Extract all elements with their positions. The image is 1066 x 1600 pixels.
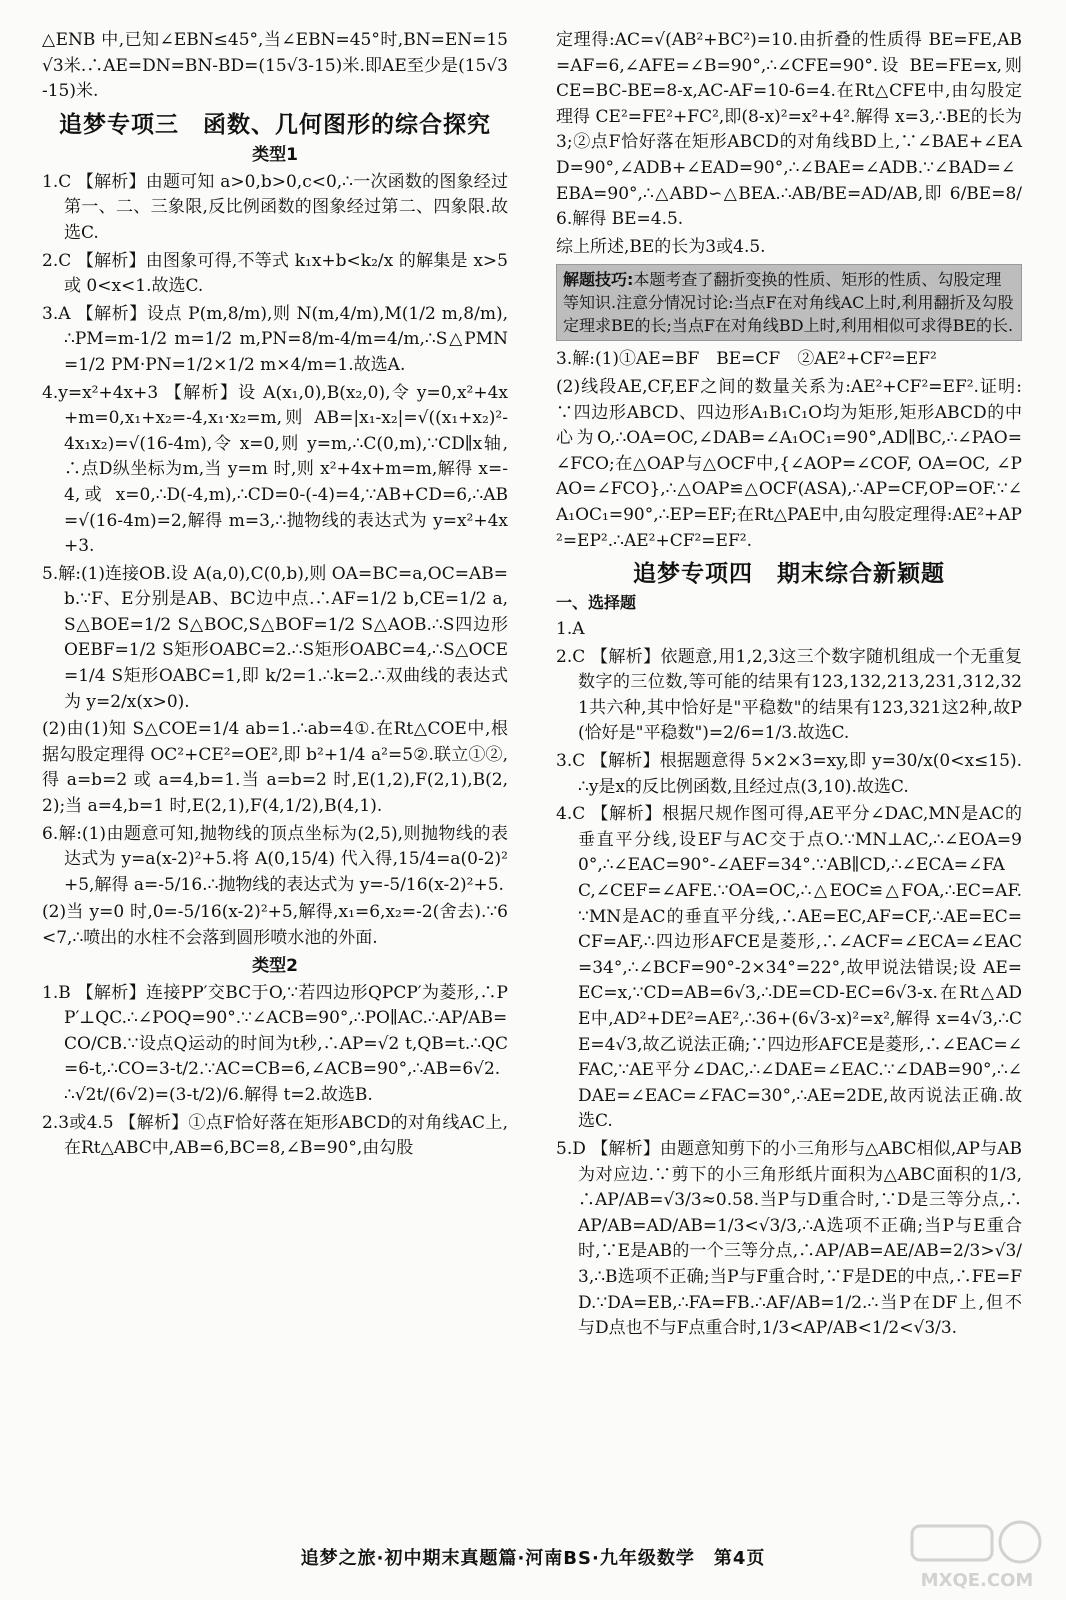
- answer-item: 1.A: [556, 619, 585, 640]
- answer-item: 3.解:(1)①AE=BF BE=CF ②AE²+CF²=EF²: [556, 349, 937, 370]
- answer-item: 3.C 【解析】根据题意得 5×2×3=xy,即 y=30/x(0<x≤15).∴y是x的反比例函数,且经过点(3,10).故选C.: [556, 751, 1022, 797]
- answer-item: 1.C 【解析】由题可知 a>0,b>0,c<0,∴一次函数的图象经过第一、二、三象限,反比例函数的图象经过第二、四象限.故选C.: [42, 171, 508, 243]
- tip-label: 解题技巧:: [563, 270, 634, 290]
- answer-item: (2)线段AE,CF,EF之间的数量关系为:AE²+CF²=EF².证明:∵四边形ABCD、四边形A₁B₁C₁O均为矩形,矩形ABCD的中心为O,∴OA=OC,∠DAB=∠A₁OC₁=90°,AD∥BC,∴∠PAO=∠FCO;在△OAP与△OCF中,{∠AOP=∠COF, OA=OC, ∠PAO=∠FCO},∴△OAP≌△OCF(ASA),∴AP=CF,OP=OF.∵∠A₁OC₁=90°,∴EP=EF;在Rt△PAE中,由勾股定理得:AE²+AP²=EP².∴AE²+CF²=EF².: [556, 376, 1022, 551]
- answer-item: 2.3或4.5 【解析】①点F恰好落在矩形ABCD的对角线AC上,在Rt△ABC中,AB=6,BC=8,∠B=90°,由勾股: [42, 1112, 508, 1159]
- type-two-title: 类型2: [252, 955, 298, 976]
- answer-item: 1.B 【解析】连接PP′交BC于O,∵若四边形QPCP′为菱形,∴PP′⊥QC.∴∠POQ=90°.∵∠ACB=90°,∴PO∥AC.∴AP/AB=CO/CB.∵设点Q运动的时间为t秒,∴AP=√2 t,QB=t.∴QC=6-t,∴CO=3-t/2.∵AC=CB=6,∠ACB=90°,∴AB=6√2.∴√2t/(6√2)=(3-t/2)/6.解得 t=2.故选B.: [42, 982, 508, 1105]
- section-three-title: 追梦专项三 函数、几何图形的综合探究: [59, 111, 491, 138]
- answer-item: (2)由(1)知 S△COE=1/4 ab=1.∴ab=4①.在Rt△COE中,根据勾股定理得 OC²+CE²=OE²,即 b²+1/4 a²=5②.联立①②,得 a=b=2 或 a=4,b=1.当 a=b=2 时,E(1,2),F(2,1),B(2,2);当 a=4,b=1 时,E(2,1),F(4,1/2),B(4,1).: [42, 719, 508, 817]
- choice-heading: 一、选择题: [556, 593, 637, 613]
- summary-line: 综上所述,BE的长为3或4.5.: [556, 236, 766, 257]
- answer-item: 5.D 【解析】由题意知剪下的小三角形与△ABC相似,AP与AB为对应边.∵剪下的小三角形纸片面积为△ABC面积的1/3,∴AP/AB=√3/3≈0.58.当P与D重合时,∵D是三等分点,∴AP/AB=AD/AB=1/3<√3/3,∴A选项不正确;当P与E重合时,∵E是AB的一个三等分点,∴AP/AB=AE/AB=2/3>√3/3,∴B选项不正确;当P与F重合时,∵F是DE的中点,∴FE=FD.∵DA=EB,∴FA=FB.∴AF/AB=1/2.∴当P在DF上,但不与D点也不与F点重合时,1/3<AP/AB<1/2<√3/3.: [556, 1138, 1022, 1339]
- solution-tip-box: [556, 264, 1022, 341]
- answer-item: 4.C 【解析】根据尺规作图可得,AE平分∠DAC,MN是AC的垂直平分线,设EF与AC交于点O.∵MN⊥AC,∴∠EOA=90°,∴∠EAC=90°-∠AEF=34°.∵AB∥CD,∴∠ECA=∠FAC,∠CEF=∠AFE.∵OA=OC,∴△EOC≌△FOA,∴EC=AF.∵MN是AC的垂直平分线,∴AE=EC,AF=CF,∴AE=EC=CF=AF,∴四边形AFCE是菱形,∴∠ACF=∠ECA=∠EAC=34°,∴∠BCF=90°-2×34°=22°,故甲说法错误;设 AE=EC=x,∵CD=AB=6√3,∴DE=CD-EC=6√3-x.在Rt△ADE中,AD²+DE²=AE²,∴36+(6√3-x)²=x²,解得 x=4√3,∴CE=4√3,故乙说法正确;∵四边形AFCE是菱形,∴∠EAC=∠FAC,∵AE平分∠DAC,∴∠DAE=∠EAC.∵∠DAB=90°,∴∠DAE=∠EAC=∠FAC=30°,∴AE=2DE,故丙说法正确.故选C.: [556, 804, 1022, 1132]
- answer-item: 2.C 【解析】依题意,用1,2,3这三个数字随机组成一个无重复数字的三位数,等可能的结果有123,132,213,231,312,321共六种,其中恰好是"平稳数"的结果有123,321这2种,故P(恰好是"平稳数")=2/6=1/3.故选C.: [556, 646, 1022, 744]
- answer-item: 2.C 【解析】由图象可得,不等式 k₁x+b<k₂/x 的解集是 x>5 或 0<x<1.故选C.: [42, 250, 508, 297]
- answer-item: (2)当 y=0 时,0=-5/16(x-2)²+5,解得,x₁=6,x₂=-2(舍去).∵6<7,∴喷出的水柱不会落到圆形喷水池的外面.: [42, 902, 508, 948]
- answer-item: 4.y=x²+4x+3 【解析】设 A(x₁,0),B(x₂,0),令 y=0,x²+4x+m=0,x₁+x₂=-4,x₁·x₂=m,则 AB=|x₁-x₂|=√((x₁+x₂)²-4x₁x₂)=√(16-4m),令 x=0,则 y=m,∴C(0,m),∵CD∥x轴,∴点D纵坐标为m,当 y=m 时,则 x²+4x+m=m,解得 x=-4,或 x=0,∴D(-4,m),∴CD=0-(-4)=4,∵AB+CD=6,∴AB=√(16-4m)=2,解得 m=3,∴抛物线的表达式为 y=x²+4x+3.: [42, 382, 508, 557]
- answer-item: 5.解:(1)连接OB.设 A(a,0),C(0,b),则 OA=BC=a,OC=AB=b.∵F、E分别是AB、BC边中点.∴AF=1/2 b,CE=1/2 a,S△BOE=1/2 S△BOC,S△BOF=1/2 S△AOB.∴S四边形OEBF=1/2 S矩形OABC=2.∴S矩形OABC=4,∴S△OCE=1/4 S矩形OABC=1,即 k/2=1.∴k=2.∴双曲线的表达式为 y=2/x(x>0).: [42, 563, 509, 712]
- tip-text: 本题考查了翻折变换的性质、矩形的性质、勾股定理等知识.注意分情况讨论:当点F在对角线AC上时,利用翻折及勾股定理求BE的长;当点F在对角线BD上时,利用相似可求得BE的长.: [563, 270, 1014, 336]
- section-four-title: 追梦专项四 期末综合新颖题: [633, 561, 945, 588]
- right-column: [556, 28, 1022, 1344]
- continued-paragraph: 定理得:AC=√(AB²+BC²)=10.由折叠的性质得 BE=FE,AB=AF=6,∠AFE=∠B=90°,∴∠CFE=90°.设 BE=FE=x,则 CE=BC-BE=8-x,AC-AF=10-6=4.在Rt△CFE中,由勾股定理得 CE²=FE²+FC²,即(8-x)²=x²+4².解得 x=3,∴BE的长为3;②点F恰好落在矩形ABCD的对角线BD上,∵∠BAE+∠EAD=90°,∠ADB+∠EAD=90°,∴∠BAE=∠ADB.∵∠BAD=∠EBA=90°,∴△ABD∽△BEA.∴AB/BE=AD/AB,即 6/BE=8/6.解得 BE=4.5.: [556, 30, 1022, 230]
- watermark-text: MXQE.COM: [920, 1570, 1034, 1591]
- intro-paragraph: △ENB 中,已知∠EBN≤45°,当∠EBN=45°时,BN=EN=15√3米.∴AE=DN=BN-BD=(15√3-15)米.即AE至少是(15√3-15)米.: [42, 30, 508, 102]
- answer-item: 6.解:(1)由题意可知,抛物线的顶点坐标为(2,5),则抛物线的表达式为 y=a(x-2)²+5.将 A(0,15/4) 代入得,15/4=a(0-2)²+5,解得 a=-5/16.∴抛物线的表达式为 y=-5/16(x-2)²+5.: [42, 823, 508, 895]
- answer-item: 3.A 【解析】设点 P(m,8/m),则 N(m,4/m),M(1/2 m,8/m),∴PM=m-1/2 m=1/2 m,PN=8/m-4/m=4/m,∴S△PMN=1/2 PM·PN=1/2×1/2 m×4/m=1.故选A.: [42, 303, 508, 375]
- type-one-title: 类型1: [252, 144, 298, 165]
- page-footer: 追梦之旅·初中期末真题篇·河南BS·九年级数学 第4页: [300, 1548, 766, 1569]
- watermark-logo-icon: [902, 1516, 1052, 1594]
- left-column: [42, 28, 508, 1164]
